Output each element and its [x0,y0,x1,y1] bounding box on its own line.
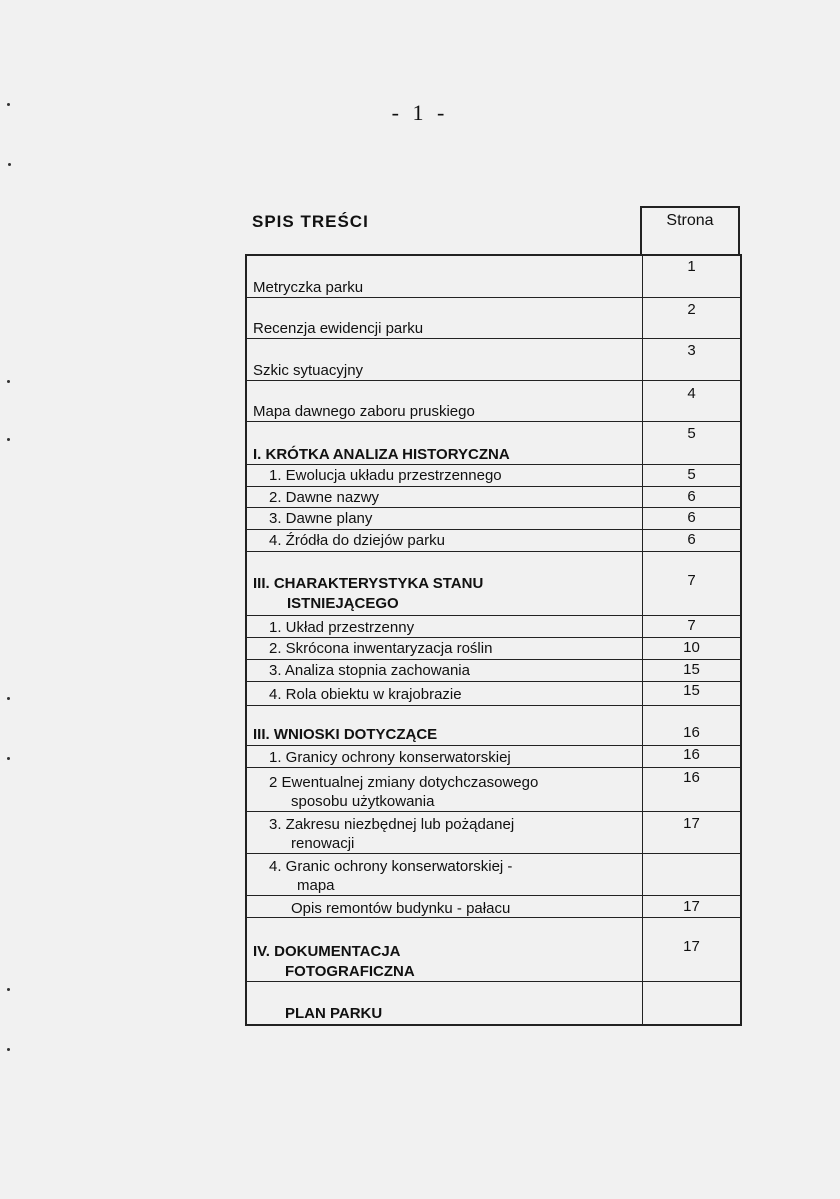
toc-page: 16 [683,746,700,763]
toc-row [247,660,740,682]
toc-label: 4. Rola obiektu w krajobrazie [269,686,462,703]
toc-label: 4. Źródła do dziejów parku [269,532,445,549]
toc-page: 7 [687,572,696,589]
toc-title: SPIS TREŚCI [252,212,369,231]
toc-page: 3 [687,342,696,359]
toc-page: 7 [687,617,696,634]
toc-label: 3. Dawne plany [269,510,373,527]
toc-row [247,768,740,812]
toc-section-label-line2: FOTOGRAFICZNA [285,963,415,980]
scan-speck [7,380,10,383]
toc-section-label: III. WNIOSKI DOTYCZĄCE [253,726,438,743]
toc-row [247,256,740,298]
toc-label: 4. Granic ochrony konserwatorskiej - [269,858,513,875]
toc-page: 6 [687,509,696,526]
page-column-header [640,206,740,254]
scan-speck [7,697,10,700]
toc-page: 16 [683,724,700,741]
toc-label: 2. Dawne nazwy [269,489,380,506]
toc-row [247,530,740,552]
toc-row [247,552,740,616]
toc-table [245,254,742,1026]
toc-page: 1 [687,258,696,275]
toc-label: 2. Skrócona inwentaryzacja roślin [269,640,493,657]
toc-page: 17 [683,815,700,832]
toc-label: 1. Układ przestrzenny [269,619,415,636]
toc-row [247,508,740,530]
toc-row [247,682,740,706]
page-number: - 1 - [391,100,449,125]
toc-label: 2 Ewentualnej zmiany dotychczasowego [269,774,539,791]
toc-row [247,616,740,638]
toc-label: 3. Zakresu niezbędnej lub pożądanej [269,816,515,833]
page-column-header-label: Strona [666,212,714,229]
toc-label-line2: renowacji [291,835,355,852]
toc-label: Recenzja ewidencji parku [253,320,424,337]
toc-page: 6 [687,531,696,548]
toc-page: 4 [687,385,696,402]
toc-page: 5 [687,466,696,483]
toc-section-label: PLAN PARKU [285,1005,383,1022]
toc-page: 17 [683,898,700,915]
toc-section-label-line2: ISTNIEJĄCEGO [287,595,399,612]
toc-label-line2: mapa [297,877,335,894]
toc-page: 16 [683,769,700,786]
toc-row [247,638,740,660]
toc-page: 15 [683,661,700,678]
toc-label: 1. Ewolucja układu przestrzennego [269,467,502,484]
toc-row [247,896,740,918]
toc-label: Opis remontów budynku - pałacu [291,900,511,917]
toc-label: Mapa dawnego zaboru pruskiego [253,403,475,420]
scan-speck [7,103,10,106]
toc-row [247,706,740,746]
toc-page: 15 [683,682,700,699]
toc-label: 3. Analiza stopnia zachowania [269,662,470,679]
toc-page: 2 [687,301,696,318]
toc-page: 10 [683,639,700,656]
scan-speck [8,163,11,166]
toc-section-label: IV. DOKUMENTACJA [253,943,401,960]
scan-speck [7,757,10,760]
scan-speck [7,988,10,991]
toc-row [247,465,740,487]
toc-row [247,982,740,1024]
toc-row [247,854,740,896]
toc-page: 6 [687,488,696,505]
toc-row [247,422,740,465]
scan-speck [7,1048,10,1051]
toc-section-label: I. KRÓTKA ANALIZA HISTORYCZNA [253,446,510,463]
toc-page: 5 [687,425,696,442]
toc-row [247,918,740,982]
toc-row [247,298,740,339]
toc-row [247,746,740,768]
toc-section-label: III. CHARAKTERYSTYKA STANU [253,575,484,592]
toc-label-line2: sposobu użytkowania [291,793,435,810]
toc-row [247,339,740,381]
toc-row [247,487,740,508]
toc-label: 1. Granicy ochrony konserwatorskiej [269,749,511,766]
toc-row [247,812,740,854]
toc-page: 17 [683,938,700,955]
toc-row [247,381,740,422]
scan-speck [7,438,10,441]
toc-label: Metryczka parku [253,279,364,296]
toc-label: Szkic sytuacyjny [253,362,364,379]
